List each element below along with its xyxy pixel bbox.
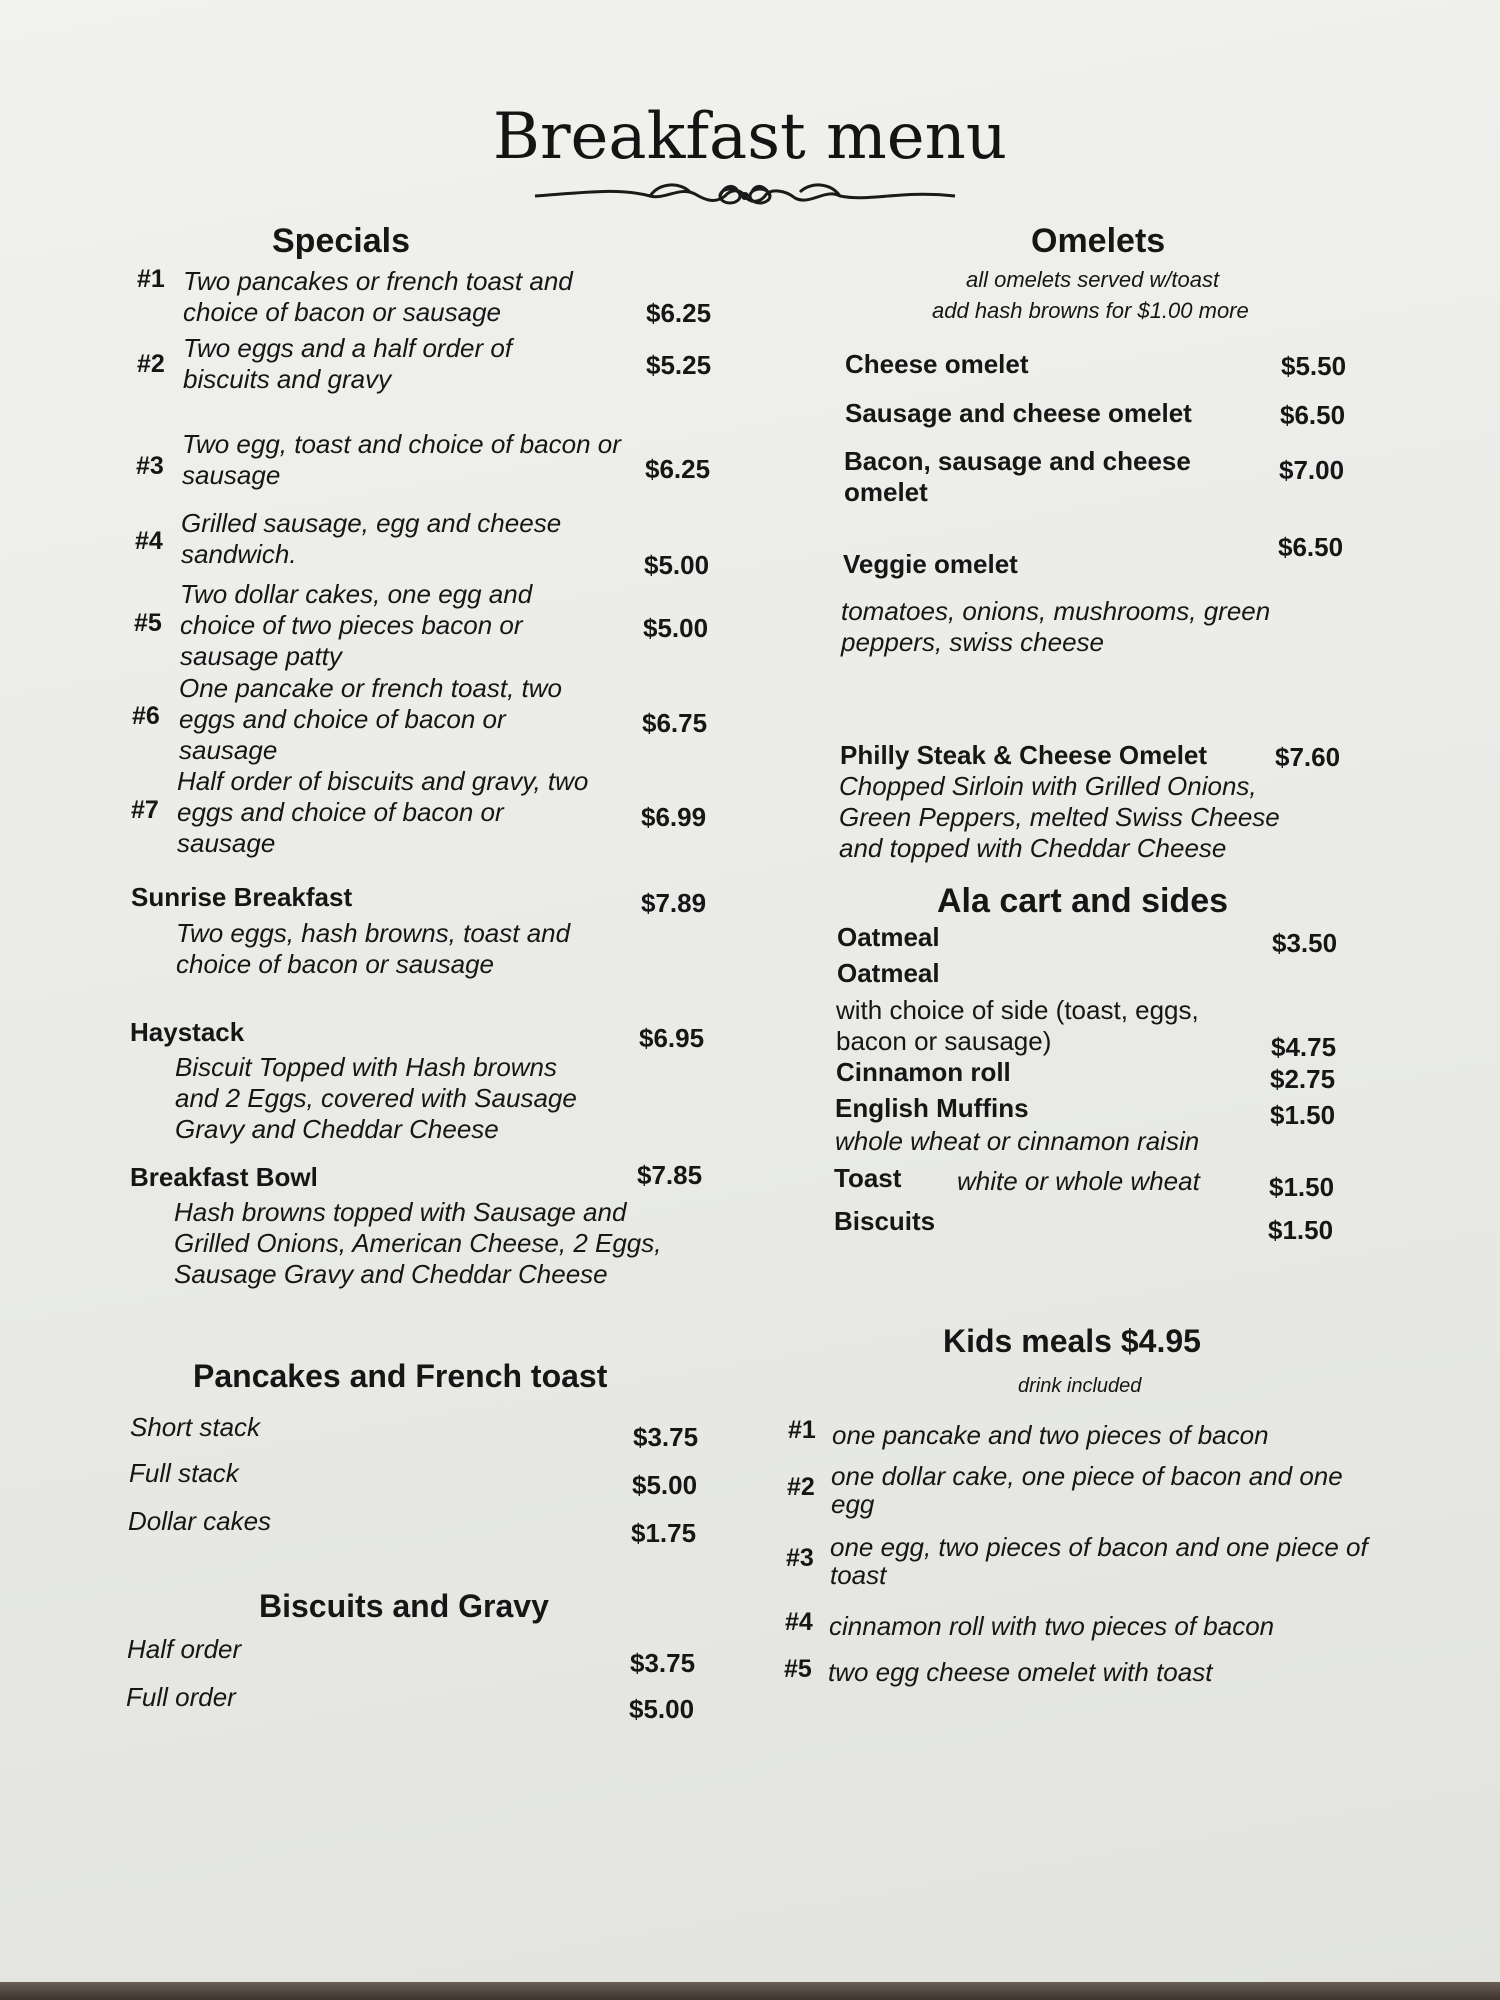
omelets-subtitle-toast: all omelets served w/toast <box>966 267 1220 292</box>
special-4-price: $5.00 <box>644 550 710 580</box>
philly-omelet-price: $7.60 <box>1275 742 1341 772</box>
biscuits-name: Biscuits <box>834 1206 936 1236</box>
pancakes-heading: Pancakes and French toast <box>193 1358 608 1394</box>
oatmeal-with-side-description: with choice of side (toast, eggs, bacon or sausage) <box>836 995 1199 1056</box>
breakfast-bowl-description: Hash browns topped with Sausage and Grilled Onions, American Cheese, 2 Eggs, Sausage Gravy and Cheddar Cheese <box>174 1197 662 1289</box>
special-6-price: $6.75 <box>642 708 708 738</box>
special-6-number: #6 <box>132 702 160 730</box>
special-2-price: $5.25 <box>646 350 712 380</box>
biscuits-full-order-name: Full order <box>126 1682 236 1712</box>
oatmeal-price: $3.50 <box>1272 928 1338 958</box>
oatmeal-name: Oatmeal <box>837 922 940 952</box>
flourish-ornament-icon <box>530 178 960 214</box>
menu-title: Breakfast menu <box>492 100 1008 174</box>
table-edge <box>0 1982 1500 2000</box>
kids-meals-subtitle: drink included <box>1018 1375 1142 1397</box>
special-1-number: #1 <box>137 265 165 293</box>
special-3-number: #3 <box>136 452 164 480</box>
cinnamon-roll-price: $2.75 <box>1270 1064 1336 1094</box>
kids-3-description: one egg, two pieces of bacon and one piece of toast <box>830 1532 1368 1590</box>
sunrise-breakfast-price: $7.89 <box>641 888 707 918</box>
oatmeal-with-side-price: $4.75 <box>1271 1032 1337 1062</box>
breakfast-bowl-name: Breakfast Bowl <box>130 1162 318 1192</box>
bacon-sausage-cheese-omelet-name: Bacon, sausage and cheese omelet <box>844 446 1191 507</box>
special-3-description: Two egg, toast and choice of bacon or sausage <box>182 429 621 490</box>
biscuits-price: $1.50 <box>1268 1215 1334 1245</box>
haystack-name: Haystack <box>130 1017 245 1047</box>
sausage-cheese-omelet-name: Sausage and cheese omelet <box>845 398 1192 428</box>
special-7-price: $6.99 <box>641 802 707 832</box>
specials-heading: Specials <box>272 222 410 260</box>
toast-price: $1.50 <box>1269 1172 1335 1202</box>
kids-1-description: one pancake and two pieces of bacon <box>832 1420 1269 1450</box>
special-5-price: $5.00 <box>643 613 709 643</box>
special-7-number: #7 <box>131 796 159 824</box>
breakfast-bowl-price: $7.85 <box>637 1160 703 1190</box>
pancakes-full-stack-price: $5.00 <box>632 1470 698 1500</box>
special-4-number: #4 <box>135 527 163 555</box>
special-1-description: Two pancakes or french toast and choice of bacon or sausage <box>183 266 573 327</box>
biscuits-half-order-price: $3.75 <box>630 1648 696 1678</box>
pancakes-full-stack-name: Full stack <box>129 1458 239 1488</box>
sunrise-breakfast-description: Two eggs, hash browns, toast and choice of bacon or sausage <box>176 918 571 979</box>
pancakes-dollar-cakes-price: $1.75 <box>631 1518 697 1548</box>
kids-2-description: one dollar cake, one piece of bacon and one egg <box>831 1461 1343 1519</box>
omelets-subtitle-hash-browns: add hash browns for $1.00 more <box>932 298 1249 323</box>
oatmeal-with-side-name: Oatmeal <box>837 958 940 988</box>
english-muffins-price: $1.50 <box>1270 1100 1336 1130</box>
kids-5-description: two egg cheese omelet with toast <box>828 1657 1213 1687</box>
sausage-cheese-omelet-price: $6.50 <box>1280 400 1346 430</box>
kids-meals-heading: Kids meals $4.95 <box>943 1323 1201 1359</box>
cheese-omelet-price: $5.50 <box>1281 351 1347 381</box>
kids-3-number: #3 <box>786 1544 814 1572</box>
omelets-heading: Omelets <box>1031 222 1166 260</box>
philly-omelet-name: Philly Steak & Cheese Omelet <box>840 740 1208 770</box>
special-2-description: Two eggs and a half order of biscuits and gravy <box>183 333 513 394</box>
english-muffins-description: whole wheat or cinnamon raisin <box>835 1126 1200 1156</box>
cinnamon-roll-name: Cinnamon roll <box>836 1057 1011 1087</box>
special-1-price: $6.25 <box>646 298 712 328</box>
pancakes-dollar-cakes-name: Dollar cakes <box>128 1506 272 1536</box>
kids-4-number: #4 <box>785 1608 813 1636</box>
special-2-number: #2 <box>137 350 165 378</box>
pancakes-short-stack-name: Short stack <box>130 1412 261 1442</box>
kids-1-number: #1 <box>788 1416 816 1444</box>
biscuits-full-order-price: $5.00 <box>629 1694 695 1724</box>
biscuits-gravy-heading: Biscuits and Gravy <box>259 1588 549 1624</box>
special-4-description: Grilled sausage, egg and cheese sandwich. <box>181 508 562 569</box>
toast-name: Toast <box>834 1163 902 1193</box>
cheese-omelet-name: Cheese omelet <box>845 349 1029 379</box>
haystack-price: $6.95 <box>639 1023 705 1053</box>
special-6-description: One pancake or french toast, two eggs and choice of bacon or sausage <box>179 673 562 765</box>
philly-omelet-description: Chopped Sirloin with Grilled Onions, Green Peppers, melted Swiss Cheese and topped with Cheddar Cheese <box>839 771 1280 863</box>
kids-4-description: cinnamon roll with two pieces of bacon <box>829 1611 1275 1641</box>
english-muffins-name: English Muffins <box>835 1093 1029 1123</box>
special-5-description: Two dollar cakes, one egg and choice of two pieces bacon or sausage patty <box>180 579 533 671</box>
kids-2-number: #2 <box>787 1473 815 1501</box>
veggie-omelet-name: Veggie omelet <box>843 549 1018 579</box>
kids-5-number: #5 <box>784 1655 812 1683</box>
haystack-description: Biscuit Topped with Hash browns and 2 Eggs, covered with Sausage Gravy and Cheddar Cheese <box>175 1052 577 1144</box>
veggie-omelet-price: $6.50 <box>1278 532 1344 562</box>
veggie-omelet-description: tomatoes, onions, mushrooms, green peppers, swiss cheese <box>841 596 1271 657</box>
sunrise-breakfast-name: Sunrise Breakfast <box>131 882 353 912</box>
toast-description: white or whole wheat <box>957 1166 1200 1196</box>
biscuits-half-order-name: Half order <box>127 1634 242 1664</box>
bacon-sausage-cheese-omelet-price: $7.00 <box>1279 455 1345 485</box>
special-7-description: Half order of biscuits and gravy, two eggs and choice of bacon or sausage <box>177 766 589 858</box>
special-5-number: #5 <box>134 609 162 637</box>
alacart-heading: Ala cart and sides <box>937 882 1229 920</box>
special-3-price: $6.25 <box>645 454 711 484</box>
pancakes-short-stack-price: $3.75 <box>633 1422 699 1452</box>
